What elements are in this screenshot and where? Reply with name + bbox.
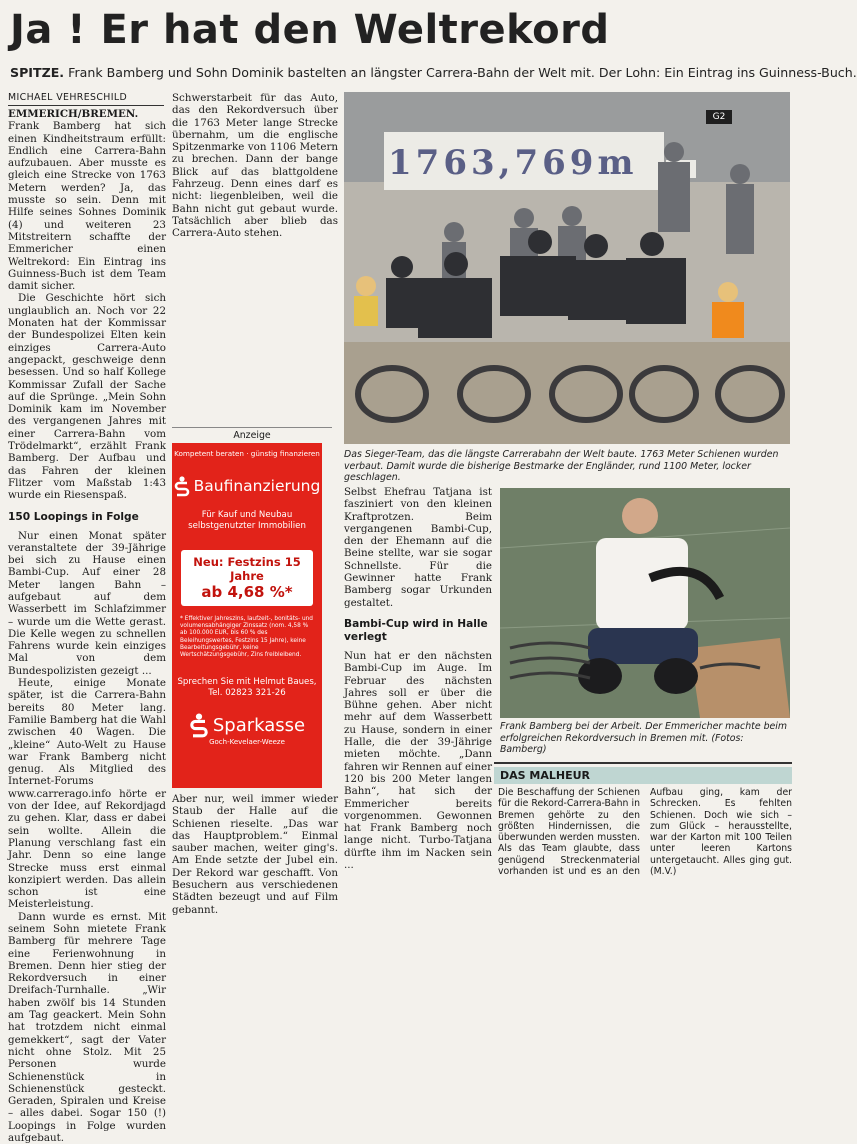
subheading-loopings: 150 Loopings in Folge bbox=[8, 510, 139, 523]
worker-photo bbox=[500, 488, 790, 718]
article-paragraph: Nun hat er den nächsten Bambi-Cup im Auge. Im Februar des nächsten Jahres soll er über die Bühne gehen. Aber nicht mehr auf dem Wasserbett zu Hause, sondern in einer Halle, die der 39-Jährige mieten möchte. „Dann fahren wir Rennen auf einer 120 bis 200 Meter langen Bahn“, hat sich der Emmericher bereits vorgenommen. Gewonnen hat Frank Bamberg noch lange nicht. Turbo-Tatjana dürfte ihm im Nacken sein ... bbox=[344, 649, 492, 872]
ad-rate-line1: Neu: Festzins 15 Jahre bbox=[193, 555, 301, 583]
article-column-2 bbox=[172, 92, 338, 422]
subhead-text: Frank Bamberg und Sohn Dominik bastelten an längster Carrera-Bahn der Welt mit. Der Lohn: Ein Eintrag ins Guinness-Buch. bbox=[64, 65, 857, 80]
malheur-title: DAS MALHEUR bbox=[494, 767, 792, 784]
team-photo bbox=[344, 92, 790, 444]
ad-label: Anzeige bbox=[172, 427, 332, 441]
ad-rate-line2: ab 4,68 %* bbox=[201, 583, 293, 601]
ad-rate-box bbox=[181, 550, 313, 606]
dateline: EMMERICH/BREMEN. bbox=[8, 108, 139, 120]
article-paragraph: EMMERICH/BREMEN. Frank Bamberg hat sich einen Kindheitstraum erfüllt: Endlich eine Carrera-Bahn aufzubauen. Aber musste es gleich eine Strecke von 1763 Metern werden? Ja, das musste so sein. Denn mit Hilfe seines Sohnes Dominik (4) und weiteren 23 Mitstreitern schaffte der Emmericher einen Weltrekord: Ein Eintrag ins Guinness-Buch ist dem Team damit sicher. bbox=[8, 108, 166, 293]
subhead-kicker: SPITZE. bbox=[10, 65, 65, 80]
ad-brand-row bbox=[172, 476, 322, 496]
ad-brand: Baufinanzierung bbox=[193, 477, 321, 495]
headline: Ja ! Er hat den Weltrekord bbox=[10, 7, 610, 53]
article-paragraph: Dann wurde es ernst. Mit seinem Sohn mietete Frank Bamberg für mehrere Tage eine Ferienwohnung in Bremen. Denn hier stieg der Rekordversuch in einer Dreifach-Turnhalle. „Wir haben zwölf bis 14 Stunden am Tag geackert. Mein Sohn hat trotzdem nicht einmal gemekkert“, sagt der Vater nicht ohne Stolz. Mit 25 Personen wurde Schienenstück in Schienenstück gesteckt. Geraden, Spiralen und Kreise – alles dabei. Sogar 150 (!) Loopings in Folge wurden aufgebaut. bbox=[8, 910, 166, 1144]
subheading-bambi-cup: Bambi-Cup wird in Halle verlegt bbox=[344, 617, 488, 643]
sparkasse-s-icon bbox=[174, 476, 190, 496]
malheur-text: Die Beschaffung der Schienen für die Rekord-Carrera-Bahn in Bremen gehörte zu den größten Hindernissen, die überwunden werden mussten. Als das Team glaubte, dass genügend Streckenmaterial vorhanden ist und es an den Aufbau ging, kam der Schrecken. Es fehlten Schienen. Doch wie sich – zum Glück – herausstellte, war der Karton mit 100 Teilen unter leeren Kartons untergetaucht. Alles ging gut. (M.V.) bbox=[498, 787, 792, 878]
subheadline bbox=[10, 64, 857, 82]
ad-logo-name: Sparkasse bbox=[212, 714, 306, 736]
article-column-1 bbox=[8, 108, 166, 1144]
ad-contact bbox=[172, 677, 322, 699]
record-sign: 1763,769m bbox=[388, 143, 638, 183]
ad-contact-name: Sprechen Sie mit Helmut Baues, bbox=[177, 677, 317, 688]
ad-logo bbox=[172, 713, 322, 737]
worker-photo-caption: Frank Bamberg bei der Arbeit. Der Emmericher machte beim erfolgreichen Rekordversuch in Bremen mit. (Fotos: Bamberg) bbox=[500, 721, 788, 756]
ad-topline: Kompetent beraten · günstig finanzieren bbox=[174, 449, 320, 458]
article-paragraph: Aber nur, weil immer wieder Staub der Halle auf die Schienen rieselte. „Das war das Hauptproblem.“ Einmal sauber machen, weiter ging's. Am Ende setzte der Jubel ein. Der Rekord war geschafft. Von Besuchern aus verschiedenen Städten bezeugt und auf Film gebannt. bbox=[172, 793, 338, 916]
byline: MICHAEL VEHRESCHILD bbox=[8, 92, 164, 106]
advertisement[interactable] bbox=[172, 443, 322, 788]
article-paragraph: Die Geschichte hört sich unglaublich an. Noch vor 22 Monaten hat der Kommissar der Bundespolizei Elten kein einziges Carrera-Auto angepackt, geschweige denn besessen. Und so half Kollege Kommissar Zufall der Sache auf die Sprünge. „Mein Sohn Dominik kam im November des vergangenen Jahres mit einer Carrera-Bahn vom Trödelmarkt“, erzählt Frank Bamberg. Der Aufbau und das Fahren der kleinen Flitzer vom Maßstab 1:43 wurde ein Riesenspaß. bbox=[8, 292, 166, 502]
team-photo-caption: Das Sieger-Team, das die längste Carrerabahn der Welt baute. 1763 Meter Schienen wurden verbaut. Damit wurde die bisherige Bestmarke der Engländer, rund 1100 Meter, locker geschlagen. bbox=[344, 449, 779, 484]
article-paragraph: Heute, einige Monate später, ist die Carrera-Bahn bereits 80 Meter lang. Familie Bamberg hat die Wahl zwischen 40 Wagen. Die „kleine“ Auto-Welt zu Hause war Frank Bamberg nicht genug. Als Mitglied des Internet-Forums www.carrerago.info hörte er von der Idee, auf Rekordjagd zu gehen. Klar, dass er dabei sein wollte. Allein die Planung verschlang fast ein Jahr. Denn so eine lange Strecke muss erst einmal konzipiert werden. Das allein schon ist eine Meisterleistung. bbox=[8, 677, 166, 911]
article-column-3 bbox=[344, 486, 492, 878]
malheur-box bbox=[494, 762, 792, 880]
worker-photo-illustration bbox=[500, 488, 790, 718]
ad-contact-phone: Tel. 02823 321-26 bbox=[208, 688, 286, 699]
sparkasse-logo-icon bbox=[189, 713, 209, 737]
ad-fineprint: * Effektiver Jahreszins, laufzeit-, bonitäts- und volumensabhängiger Zinssatz (nom. 4,58 % ab 100.000 EUR, bis 60 % des Beleihungswertes, Festzins 15 Jahre), keine Bearbeitungsgebühr, keine Wertschätzungsgebühr, Zins freibleibend. bbox=[180, 616, 313, 659]
ad-purpose: Für Kauf und Neubau selbstgenutzter Immobilien bbox=[188, 510, 306, 531]
hall-tag: G2 bbox=[706, 110, 732, 124]
article-paragraph: Selbst Ehefrau Tatjana ist fasziniert von den kleinen Kraftprotzen. Beim vergangenen Bambi-Cup, den der Ehemann auf die Beine stellte, war sie sogar Schnellste. Für die Gewinner hatte Frank Bamberg sogar Urkunden gestaltet. bbox=[344, 486, 492, 609]
ad-logo-sub: Goch-Kevelaer-Weeze bbox=[209, 738, 285, 747]
article-column-2-lower bbox=[172, 793, 338, 916]
article-paragraph: Schwerstarbeit für das Auto, das den Rekordversuch über die 1763 Meter lange Strecke übernahm, um die englische Spitzenmarke von 1106 Metern zu brechen. Dann der bange Blick auf das blattgoldene Fahrzeug. Denn eines darf es nicht: liegenbleiben, weil die Bahn nicht gut gebaut wurde. Tatsächlich aber blieb das Carrera-Auto stehen. bbox=[172, 92, 338, 240]
article-paragraph: Nur einen Monat später veranstaltete der 39-Jährige bei sich zu Hause einen Bambi-Cup. Auf einer 28 Meter langen Bahn – aufgebaut auf dem Wasserbett im Schlafzimmer – wurde um die Wette gerast. Die Kelle wegen zu schnellen Fahrens wurde kein einziges Mal von dem Bundespolizisten gezeigt ... bbox=[8, 529, 166, 677]
